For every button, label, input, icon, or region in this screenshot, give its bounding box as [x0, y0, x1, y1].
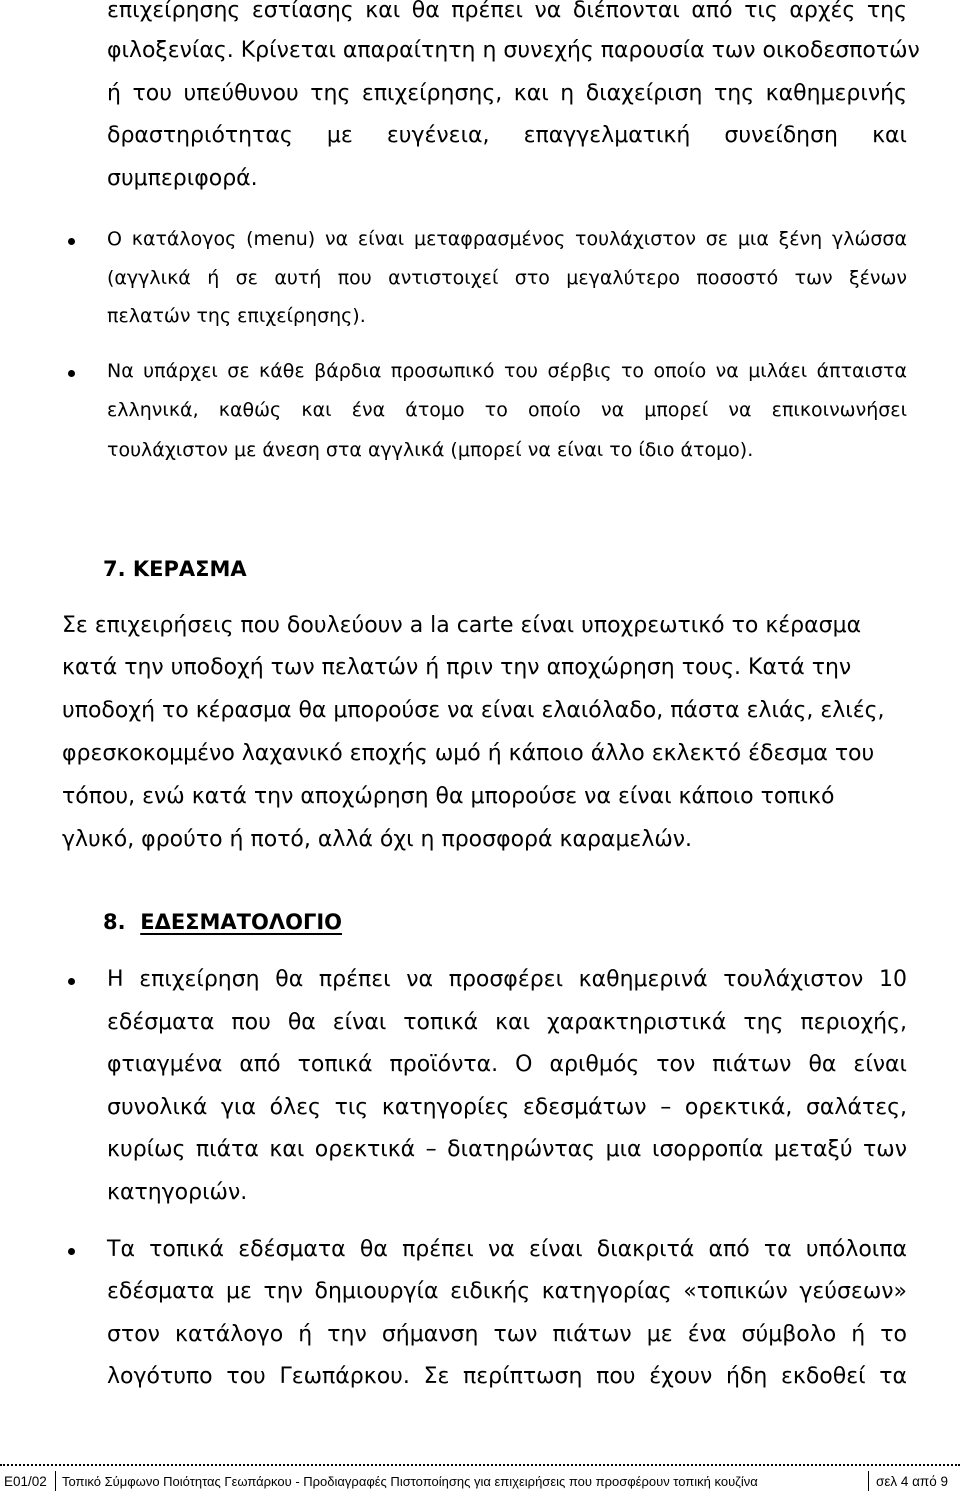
page-footer [0, 1474, 960, 1491]
bullet-icon [68, 370, 75, 377]
paragraph-line: υποδοχή το κέρασμα θα μπορούσε να είναι ελαιόλαδο, πάστα ελιάς, ελιές, [62, 698, 885, 723]
footer-title: Τοπικό Σύμφωνο Ποιότητας Γεωπάρκου - Προδιαγραφές Πιστοποίησης για επιχειρήσεις που προσφέρουν τοπική κουζίνα [62, 1474, 758, 1489]
bullet-line: (αγγλικά ή σε αυτή που αντιστοιχεί στο μεγαλύτερο ποσοστό των ξένων [107, 267, 907, 289]
paragraph-line: τόπου, ενώ κατά την αποχώρηση θα μπορούσε να είναι κάποιο τοπικό [62, 784, 835, 809]
section-title: ΕΔΕΣΜΑΤΟΛΟΓΙΟ [140, 910, 342, 934]
paragraph-line: Σε επιχειρήσεις που δουλεύουν a la carte είναι υποχρεωτικό το κέρασμα [62, 613, 862, 638]
footer-code: E01/02 [4, 1474, 47, 1489]
bullet-line: λογότυπο του Γεωπάρκου. Σε περίπτωση που έχουν ήδη εκδοθεί τα [107, 1364, 907, 1389]
footer-divider [0, 1464, 960, 1466]
bullet-line: Ο κατάλογος (menu) να είναι μεταφρασμένος τουλάχιστον σε μια ξένη γλώσσα [107, 228, 907, 250]
bullet-line: κυρίως πιάτα και ορεκτικά – διατηρώντας μια ισορροπία μεταξύ των [107, 1137, 907, 1162]
footer-separator [868, 1471, 869, 1491]
bullet-line: κατηγοριών. [107, 1180, 248, 1205]
paragraph-line: γλυκό, φρούτο ή ποτό, αλλά όχι η προσφορά καραμελών. [62, 827, 693, 852]
intro-line: δραστηριότητας με ευγένεια, επαγγελματική συνείδηση και [107, 123, 907, 148]
bullet-line: φτιαγμένα από τοπικά προϊόντα. Ο αριθμός τον πιάτων θα είναι [107, 1052, 907, 1077]
page-number: σελ 4 από 9 [876, 1474, 948, 1489]
section-heading [103, 910, 342, 934]
bullet-line: στον κατάλογο ή την σήμανση των πιάτων με ένα σύμβολο ή το [107, 1322, 907, 1347]
section-number: 8. [103, 910, 126, 934]
bullet-line: εδέσματα με την δημιουργία ειδικής κατηγορίας «τοπικών γεύσεων» [107, 1279, 907, 1304]
bullet-line: Τα τοπικά εδέσματα θα πρέπει να είναι διακριτά από τα υπόλοιπα [107, 1237, 907, 1262]
bullet-icon [68, 238, 75, 245]
paragraph-line: φρεσκοκομμένο λαχανικό εποχής ωμό ή κάποιο άλλο εκλεκτό έδεσμα του [62, 741, 875, 766]
bullet-line: πελατών της επιχείρησης). [107, 305, 366, 327]
bullet-icon [68, 1248, 75, 1255]
bullet-line: συνολικά για όλες τις κατηγορίες εδεσμάτων – ορεκτικά, σαλάτες, [107, 1095, 907, 1120]
footer-separator [55, 1471, 56, 1491]
bullet-line: τουλάχιστον με άνεση στα αγγλικά (μπορεί να είναι το ίδιο άτομο). [107, 439, 754, 461]
paragraph-line: κατά την υποδοχή των πελατών ή πριν την αποχώρηση τους. Κατά την [62, 655, 852, 680]
bullet-line: εδέσματα που θα είναι τοπικά και χαρακτηριστικά της περιοχής, [107, 1010, 907, 1035]
section-heading: 7. ΚΕΡΑΣΜΑ [103, 557, 247, 581]
bullet-icon [68, 978, 75, 985]
bullet-line: Να υπάρχει σε κάθε βάρδια προσωπικό του σέρβις το οποίο να μιλάει άπταιστα [107, 360, 907, 382]
intro-line: ή του υπεύθυνου της επιχείρησης, και η διαχείριση της καθημερινής [107, 81, 907, 106]
intro-line: συμπεριφορά. [107, 166, 258, 191]
intro-line: φιλοξενίας. Κρίνεται απαραίτητη η συνεχής παρουσία των οικοδεσποτών [107, 38, 920, 63]
bullet-line: ελληνικά, καθώς και ένα άτομο το οποίο να μπορεί να επικοινωνήσει [107, 399, 907, 421]
intro-line: επιχείρησης εστίασης και θα πρέπει να διέπονται από τις αρχές της [107, 0, 907, 23]
bullet-line: Η επιχείρηση θα πρέπει να προσφέρει καθημερινά τουλάχιστον 10 [107, 967, 907, 992]
